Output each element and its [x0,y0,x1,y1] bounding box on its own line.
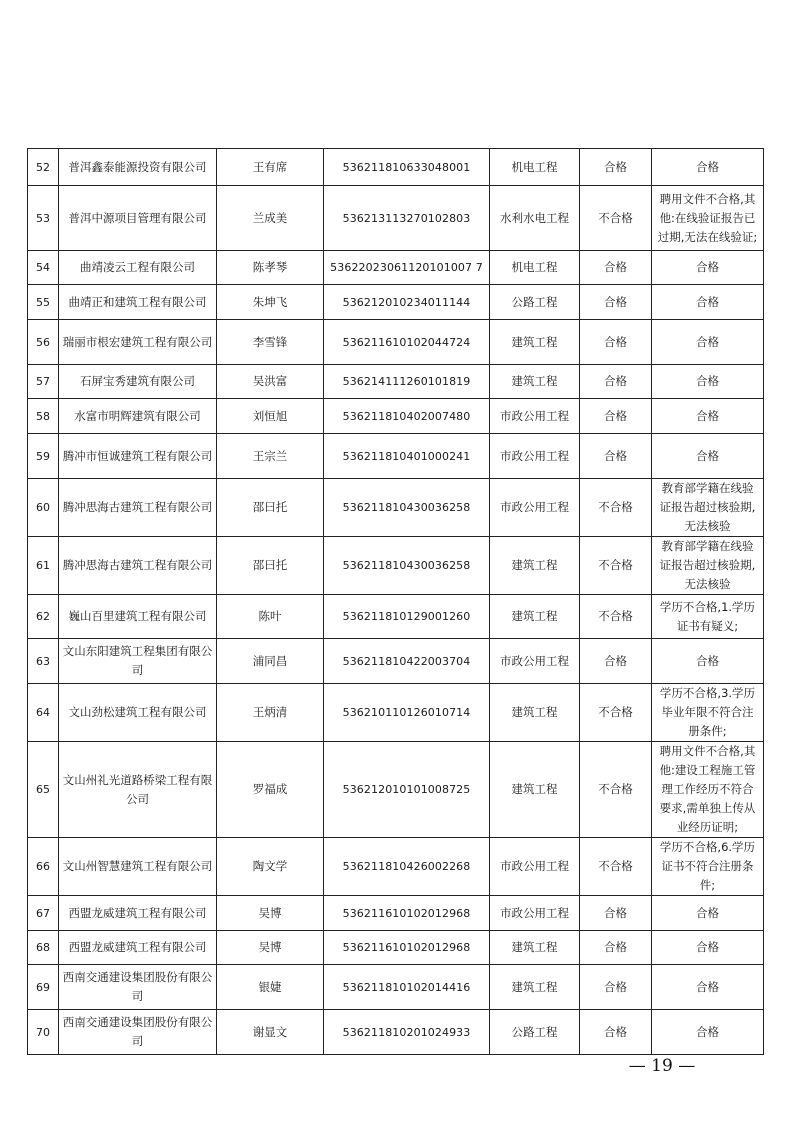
table-row [28,684,764,742]
company-name: 水富市明辉建筑有限公司 [59,399,217,434]
person-name: 邵曰托 [217,537,324,595]
person-name: 刘恒旭 [217,399,324,434]
certificate-number: 536211810129001260 [324,595,490,639]
review-result: 合格 [580,320,652,365]
row-number: 53 [28,186,59,251]
certificate-number: 536211810426002268 [324,838,490,896]
remark: 合格 [652,931,764,965]
review-result: 不合格 [580,742,652,838]
person-name: 吴博 [217,931,324,965]
table-row [28,639,764,684]
specialty: 建筑工程 [490,742,580,838]
remark: 聘用文件不合格,其他:在线验证报告已过期,无法在线验证; [652,186,764,251]
remark: 合格 [652,1010,764,1055]
row-number: 56 [28,320,59,365]
row-number: 60 [28,479,59,537]
remark: 合格 [652,365,764,399]
certificate-number: 536211810402007480 [324,399,490,434]
review-result: 合格 [580,1010,652,1055]
review-result: 不合格 [580,838,652,896]
company-name: 曲靖凌云工程有限公司 [59,251,217,285]
table-row [28,595,764,639]
remark: 合格 [652,434,764,479]
specialty: 建筑工程 [490,595,580,639]
person-name: 谢显文 [217,1010,324,1055]
company-name: 普洱鑫泰能源投资有限公司 [59,149,217,186]
table-row [28,251,764,285]
row-number: 54 [28,251,59,285]
certificate-number: 536211810430036258 [324,479,490,537]
review-result: 合格 [580,931,652,965]
row-number: 57 [28,365,59,399]
company-name: 文山劲松建筑工程有限公司 [59,684,217,742]
specialty: 建筑工程 [490,965,580,1010]
table-row [28,537,764,595]
person-name: 陈叶 [217,595,324,639]
remark: 合格 [652,251,764,285]
person-name: 浦同昌 [217,639,324,684]
table-row [28,479,764,537]
review-result: 合格 [580,399,652,434]
company-name: 腾冲市恒诚建筑工程有限公司 [59,434,217,479]
certificate-number: 536211610102012968 [324,896,490,931]
certificate-number: 536211810201024933 [324,1010,490,1055]
certificate-number: 536211610102012968 [324,931,490,965]
specialty: 机电工程 [490,251,580,285]
company-name: 巍山百里建筑工程有限公司 [59,595,217,639]
review-result: 不合格 [580,595,652,639]
row-number: 69 [28,965,59,1010]
remark: 合格 [652,639,764,684]
remark: 教育部学籍在线验证报告超过核验期,无法核验 [652,537,764,595]
company-name: 西南交通建设集团股份有限公司 [59,1010,217,1055]
company-name: 文山州礼光道路桥梁工程有限公司 [59,742,217,838]
remark: 学历不合格,3.学历毕业年限不符合注册条件; [652,684,764,742]
person-name: 银婕 [217,965,324,1010]
person-name: 陈孝琴 [217,251,324,285]
person-name: 罗福成 [217,742,324,838]
table-row [28,434,764,479]
specialty: 市政公用工程 [490,896,580,931]
company-name: 腾冲思海古建筑工程有限公司 [59,537,217,595]
company-name: 曲靖正和建筑工程有限公司 [59,285,217,320]
row-number: 65 [28,742,59,838]
page-number: — 19 — [628,1056,696,1076]
specialty: 市政公用工程 [490,639,580,684]
person-name: 吴洪富 [217,365,324,399]
certificate-number: 536211810633048001 [324,149,490,186]
review-result: 合格 [580,285,652,320]
person-name: 王炳清 [217,684,324,742]
remark: 合格 [652,399,764,434]
company-name: 西南交通建设集团股份有限公司 [59,965,217,1010]
company-name: 西盟龙威建筑工程有限公司 [59,896,217,931]
row-number: 70 [28,1010,59,1055]
row-number: 61 [28,537,59,595]
specialty: 水利水电工程 [490,186,580,251]
specialty: 市政公用工程 [490,399,580,434]
specialty: 建筑工程 [490,537,580,595]
table-row [28,965,764,1010]
person-name: 李雪锋 [217,320,324,365]
table-row [28,285,764,320]
remark: 学历不合格,1.学历证书有疑义; [652,595,764,639]
company-name: 腾冲思海古建筑工程有限公司 [59,479,217,537]
row-number: 63 [28,639,59,684]
specialty: 建筑工程 [490,684,580,742]
certificate-number: 536212010234011144 [324,285,490,320]
table-row [28,320,764,365]
certificate-number: 536211810401000241 [324,434,490,479]
results-table-body [28,149,764,1055]
specialty: 市政公用工程 [490,434,580,479]
certificate-number: 536211810422003704 [324,639,490,684]
specialty: 建筑工程 [490,320,580,365]
review-result: 合格 [580,896,652,931]
remark: 合格 [652,320,764,365]
remark: 聘用文件不合格,其他:建设工程施工管理工作经历不符合要求,需单独上传从业经历证明; [652,742,764,838]
review-result: 不合格 [580,537,652,595]
certificate-number: 536212010101008725 [324,742,490,838]
company-name: 文山东阳建筑工程集团有限公司 [59,639,217,684]
specialty: 建筑工程 [490,365,580,399]
specialty: 机电工程 [490,149,580,186]
row-number: 64 [28,684,59,742]
person-name: 兰成美 [217,186,324,251]
remark: 学历不合格,6.学历证书不符合注册条件; [652,838,764,896]
table-row [28,838,764,896]
table-row [28,1010,764,1055]
specialty: 公路工程 [490,285,580,320]
review-result: 合格 [580,434,652,479]
table-row [28,399,764,434]
company-name: 文山州智慧建筑工程有限公司 [59,838,217,896]
remark: 合格 [652,965,764,1010]
row-number: 58 [28,399,59,434]
certificate-number: 536211810430036258 [324,537,490,595]
review-result: 不合格 [580,186,652,251]
certificate-number: 536213113270102803 [324,186,490,251]
row-number: 68 [28,931,59,965]
row-number: 59 [28,434,59,479]
certificate-number: 536211810102014416 [324,965,490,1010]
company-name: 西盟龙威建筑工程有限公司 [59,931,217,965]
table-row [28,896,764,931]
table-row [28,365,764,399]
table-row [28,186,764,251]
person-name: 陶文学 [217,838,324,896]
company-name: 瑞丽市根宏建筑工程有限公司 [59,320,217,365]
person-name: 吴博 [217,896,324,931]
row-number: 55 [28,285,59,320]
review-result: 合格 [580,639,652,684]
specialty: 市政公用工程 [490,479,580,537]
certificate-number: 536214111260101819 [324,365,490,399]
person-name: 王宗兰 [217,434,324,479]
person-name: 朱坤飞 [217,285,324,320]
review-result: 合格 [580,251,652,285]
certificate-number: 536211610102044724 [324,320,490,365]
row-number: 67 [28,896,59,931]
table-row [28,742,764,838]
review-result: 不合格 [580,479,652,537]
company-name: 石屏宝秀建筑有限公司 [59,365,217,399]
table-row [28,931,764,965]
certificate-number: 53622023061120101007 7 [324,251,490,285]
specialty: 市政公用工程 [490,838,580,896]
person-name: 邵曰托 [217,479,324,537]
company-name: 普洱中源项目管理有限公司 [59,186,217,251]
row-number: 62 [28,595,59,639]
review-result: 合格 [580,149,652,186]
specialty: 建筑工程 [490,931,580,965]
review-result: 合格 [580,965,652,1010]
results-table [27,148,764,1055]
remark: 合格 [652,896,764,931]
person-name: 王有席 [217,149,324,186]
row-number: 52 [28,149,59,186]
results-table-container [27,148,763,1055]
review-result: 合格 [580,365,652,399]
specialty: 公路工程 [490,1010,580,1055]
remark: 合格 [652,285,764,320]
certificate-number: 536210110126010714 [324,684,490,742]
table-row [28,149,764,186]
remark: 合格 [652,149,764,186]
row-number: 66 [28,838,59,896]
remark: 教育部学籍在线验证报告超过核验期,无法核验 [652,479,764,537]
review-result: 不合格 [580,684,652,742]
